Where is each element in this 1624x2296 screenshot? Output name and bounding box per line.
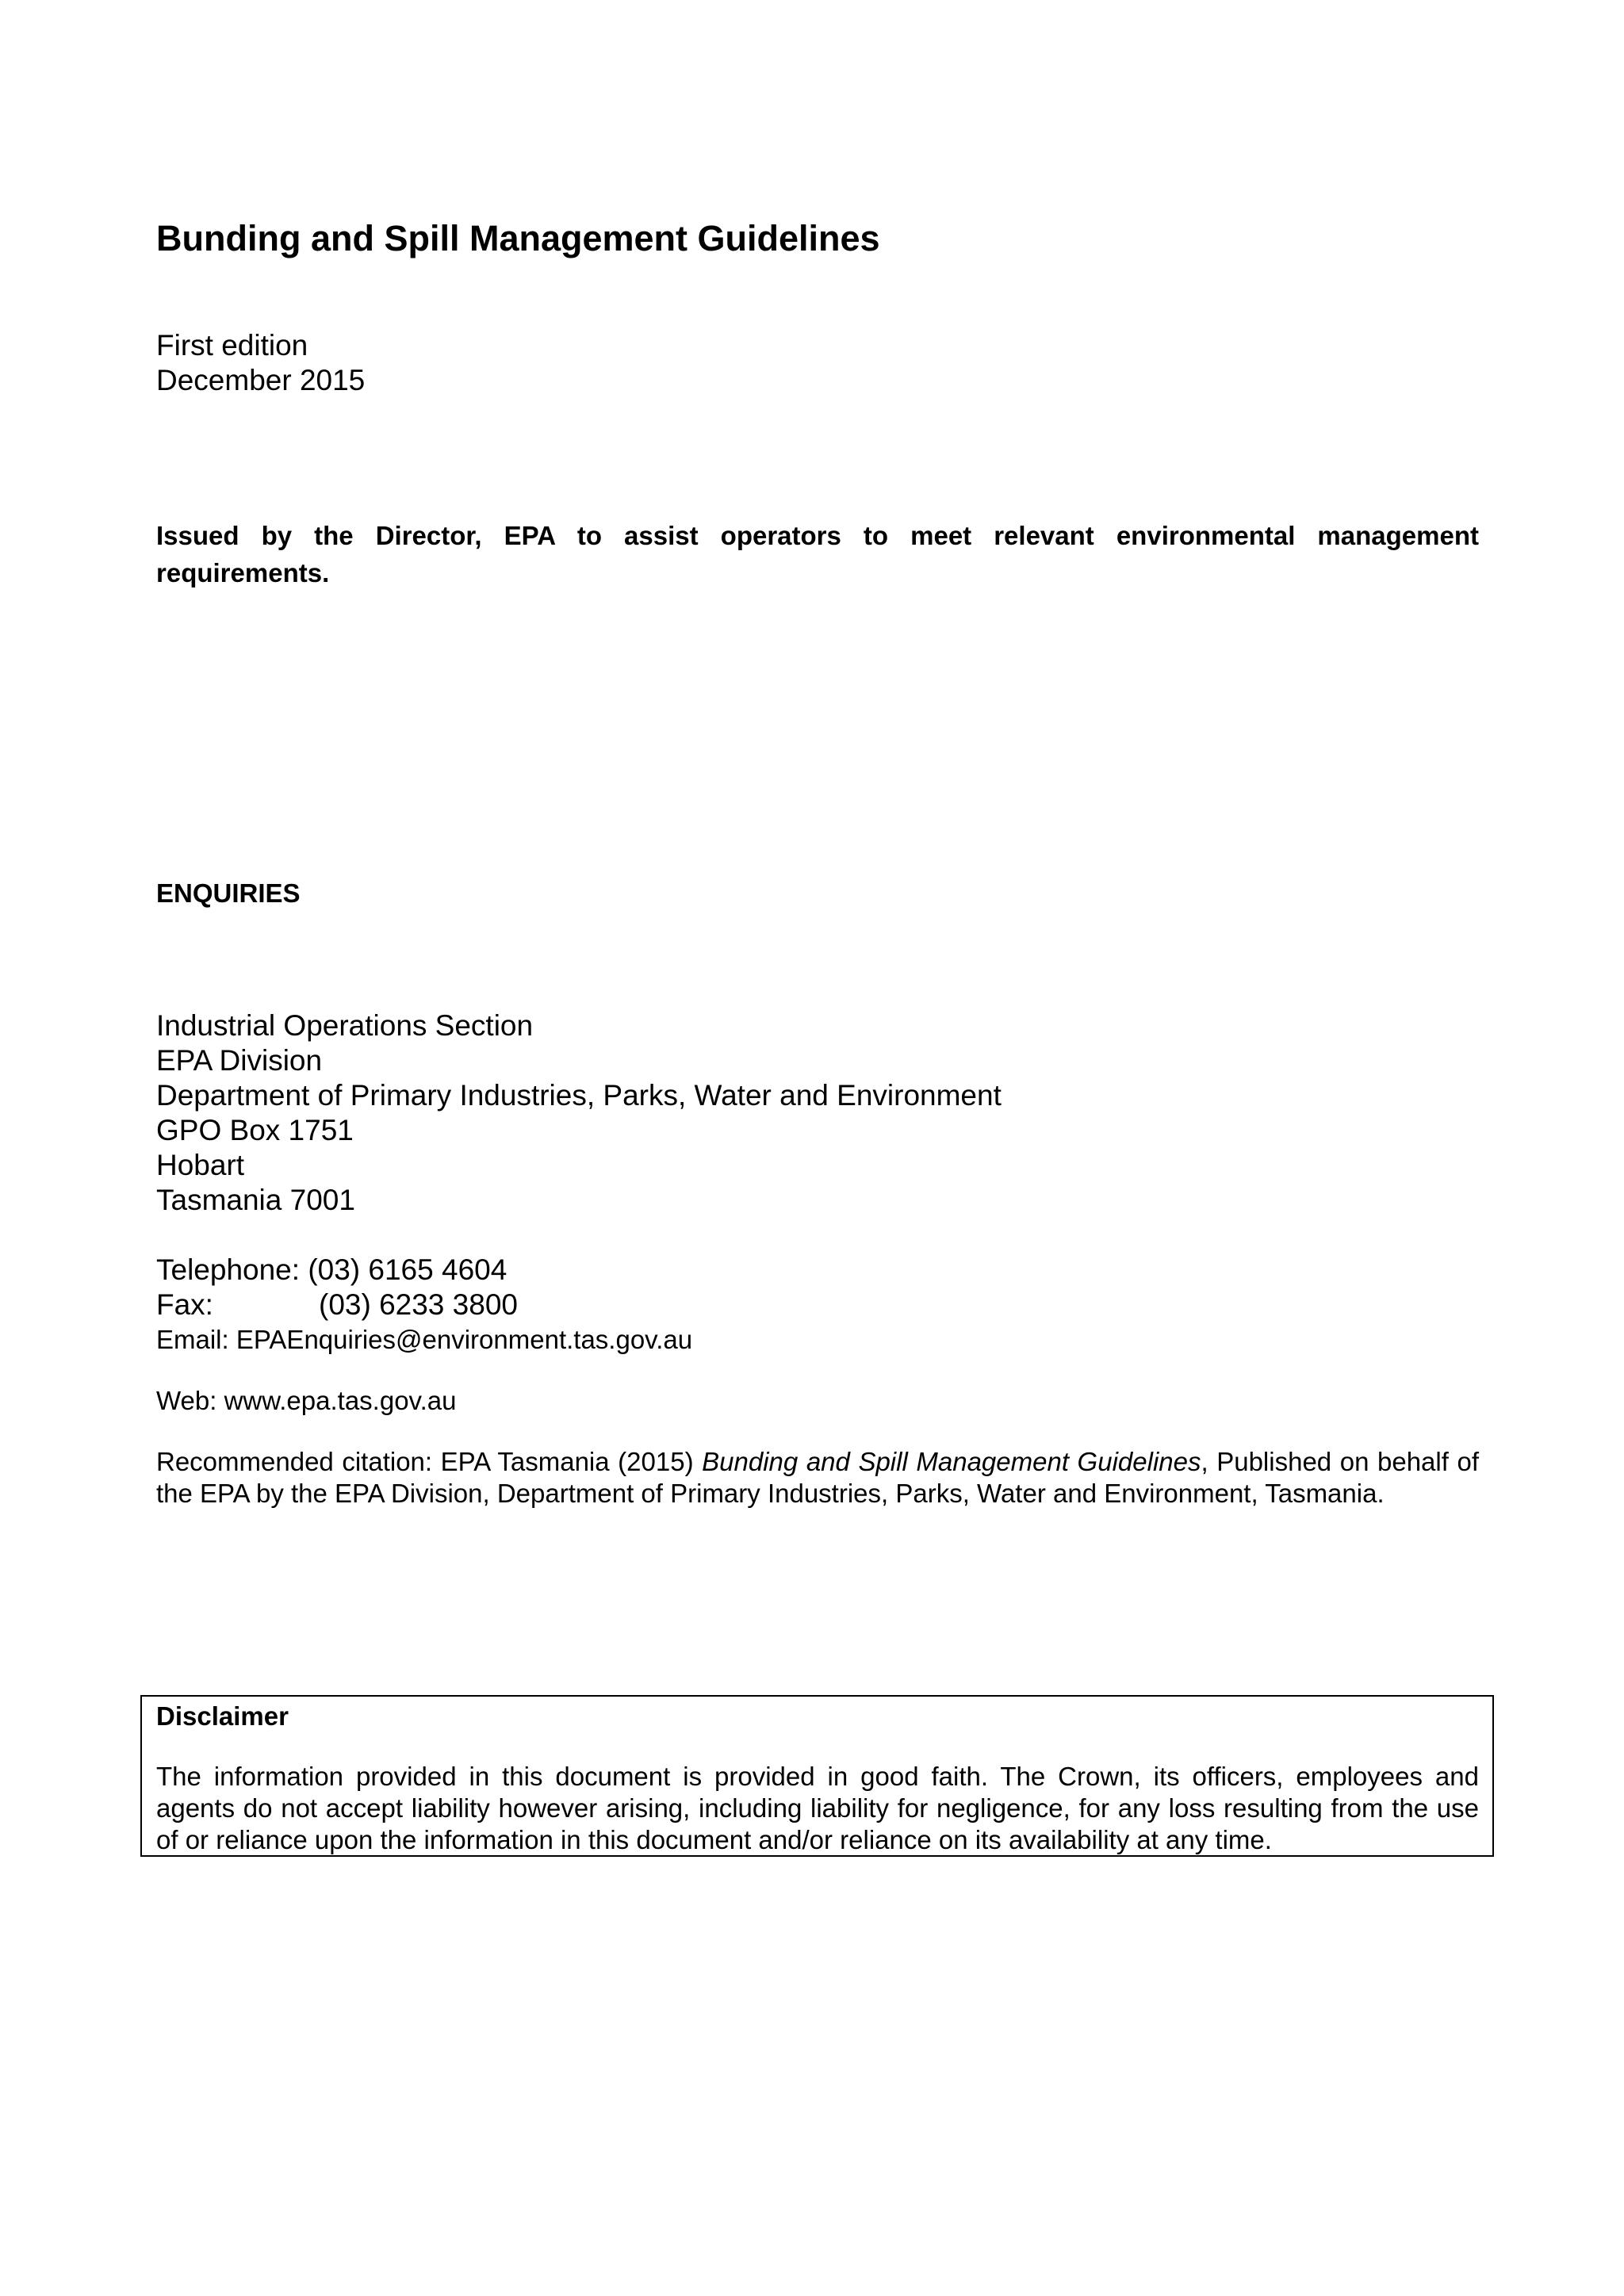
address-line-po-box: GPO Box 1751 <box>156 1114 354 1146</box>
address-block <box>156 1008 1002 1218</box>
disclaimer-text: The information provided in this document is provided in good faith. The Crown, its officers, employees and agents do not accept liability however arising, including liability for negligence, for any loss resulting from the use of or reliance upon the information in this document and/or reliance on its availability at any time. <box>156 1762 1479 1854</box>
address-line-city: Hobart <box>156 1149 245 1181</box>
disclaimer-heading: Disclaimer <box>156 1701 289 1731</box>
email-line: Email: EPAEnquiries@environment.tas.gov.au <box>156 1325 693 1354</box>
fax-label: Fax: <box>156 1288 213 1321</box>
edition-label: First edition <box>156 329 308 362</box>
address-line-division: EPA Division <box>156 1044 323 1077</box>
address-line-department: Department of Primary Industries, Parks, Water and Environment <box>156 1079 1002 1112</box>
enquiries-heading: ENQUIRIES <box>156 878 301 908</box>
telephone-number: (03) 6165 4604 <box>308 1253 508 1286</box>
address-line-state: Tasmania 7001 <box>156 1184 355 1216</box>
recommended-citation <box>156 1446 1479 1510</box>
telephone-label: Telephone: <box>156 1253 301 1286</box>
citation-suffix: , Published on behalf of the EPA by the EPA Division, Department of Primary Industries, Parks, Water and Environment, Tasmania. <box>156 1447 1480 1508</box>
citation-title: Bunding and Spill Management Guidelines <box>702 1447 1201 1476</box>
issued-statement: Issued by the Director, EPA to assist operators to meet relevant environmental management requirements. <box>156 521 1479 587</box>
edition-block <box>156 328 365 398</box>
phone-block <box>156 1253 518 1322</box>
document-title: Bunding and Spill Management Guidelines <box>156 218 880 258</box>
disclaimer-box <box>140 1695 1494 1857</box>
fax-row <box>156 1288 518 1322</box>
address-line-section: Industrial Operations Section <box>156 1009 534 1042</box>
telephone-row <box>156 1253 518 1288</box>
citation-prefix: Recommended citation: EPA Tasmania (2015) <box>156 1447 703 1476</box>
edition-date: December 2015 <box>156 364 366 396</box>
fax-number: (03) 6233 3800 <box>319 1288 518 1321</box>
web-line: Web: www.epa.tas.gov.au <box>156 1386 457 1415</box>
